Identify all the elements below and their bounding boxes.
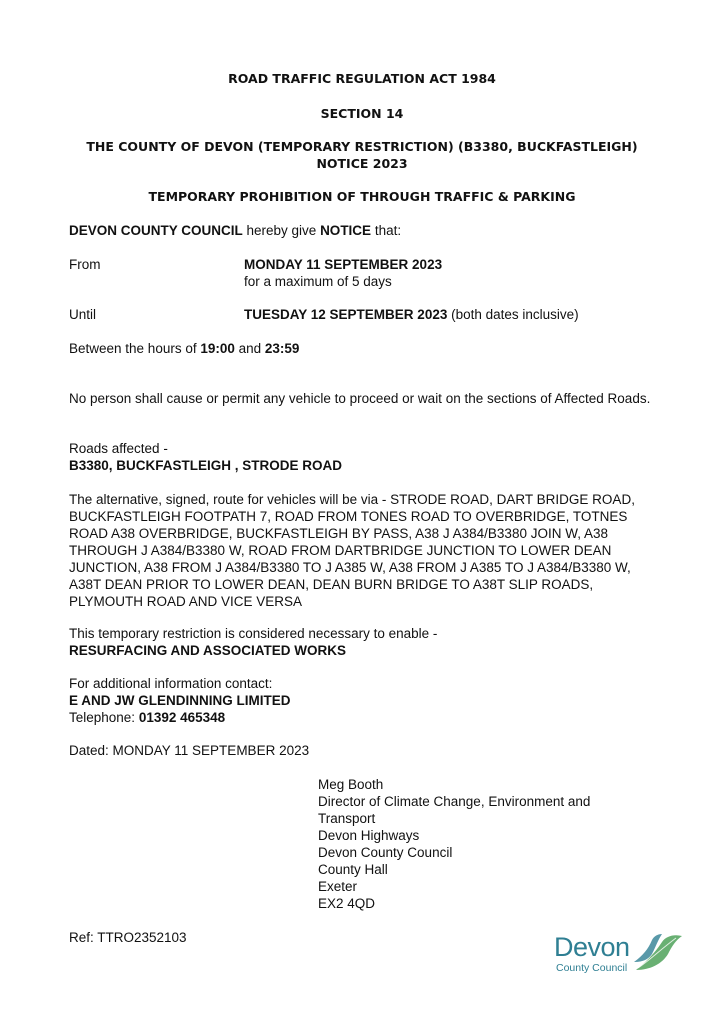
roads-value: B3380, BUCKFASTLEIGH , STRODE ROAD: [69, 458, 343, 473]
hours-end: 23:59: [264, 341, 300, 356]
section-heading: SECTION 14: [320, 106, 404, 121]
contact-phone-line: Telephone: 01392 465348: [69, 710, 226, 725]
signatory-postcode: EX2 4QD: [318, 896, 376, 911]
act-heading: ROAD TRAFFIC REGULATION ACT 1984: [228, 71, 496, 86]
until-note: (both dates inclusive): [447, 307, 579, 322]
notice-word: NOTICE: [320, 223, 372, 238]
until-value: TUESDAY 12 SEPTEMBER 2023: [244, 307, 448, 322]
intro-text1: hereby give: [242, 223, 321, 238]
contact-company: E AND JW GLENDINNING LIMITED: [69, 693, 291, 708]
contact-label: For additional information contact:: [69, 676, 273, 691]
signatory-city: Exeter: [318, 879, 358, 894]
reason-value: RESURFACING AND ASSOCIATED WORKS: [69, 643, 347, 658]
devon-logo: [554, 932, 684, 982]
prohibition-text: No person shall cause or permit any vehicle to proceed or wait on the sections of Affected Roads.: [69, 391, 651, 406]
contact-phone: 01392 465348: [138, 710, 226, 725]
from-value: MONDAY 11 SEPTEMBER 2023: [244, 257, 443, 272]
from-label: From: [69, 257, 101, 272]
intro-line: [69, 222, 401, 239]
order-title-line2: NOTICE 2023: [316, 156, 408, 171]
signatory-name: Meg Booth: [318, 777, 384, 792]
signatory-title-line2: Transport: [318, 811, 376, 826]
signatory-title-line1: Director of Climate Change, Environment and: [318, 794, 591, 809]
reason-label: This temporary restriction is considered necessary to enable -: [69, 626, 438, 641]
from-note: for a maximum of 5 days: [244, 274, 392, 289]
alternative-route: The alternative, signed, route for vehicles will be via - STRODE ROAD, DART BRIDGE ROAD, BUCKFASTLEIGH FOOTPATH 7, ROAD FROM TONES ROAD TO OVERBRIDGE, TOTNES ROAD A38 OVERBRIDGE, BUCKFASTLEIGH BY PASS, A38 J A384/B3380 JOIN W, A38 THROUGH J A384/B3380 W, ROAD FROM DARTBRIDGE JUNCTION TO LOWER DEAN JUNCTION, A38 FROM J A384/B3380 TO J A385 W, A38 FROM J A385 TO J A384/B3380 W, A38T DEAN PRIOR TO LOWER DEAN, DEAN BURN BRIDGE TO A38T SLIP ROADS, PLYMOUTH ROAD AND VICE VERSA: [69, 492, 635, 609]
signatory-building: County Hall: [318, 862, 388, 877]
until-line: [244, 306, 579, 323]
leaf-icon: [632, 932, 684, 974]
signatory-council: Devon County Council: [318, 845, 453, 860]
logo-sub: County Council: [556, 962, 628, 974]
logo-word: Devon: [554, 932, 630, 962]
subject-heading: TEMPORARY PROHIBITION OF THROUGH TRAFFIC & PARKING: [148, 189, 576, 204]
hours-start: 19:00: [200, 341, 235, 356]
hours-line: Between the hours of 19:00 and 23:59: [69, 341, 300, 356]
order-title-line1: THE COUNTY OF DEVON (TEMPORARY RESTRICTION) (B3380, BUCKFASTLEIGH): [86, 139, 638, 154]
reference-line: Ref: TTRO2352103: [69, 930, 187, 945]
roads-label: Roads affected -: [69, 441, 168, 456]
until-label: Until: [69, 307, 97, 322]
council-name: DEVON COUNTY COUNCIL: [69, 223, 243, 238]
intro-text2: that:: [371, 223, 402, 238]
signatory-dept: Devon Highways: [318, 828, 420, 843]
dated-line: Dated: MONDAY 11 SEPTEMBER 2023: [69, 743, 310, 758]
